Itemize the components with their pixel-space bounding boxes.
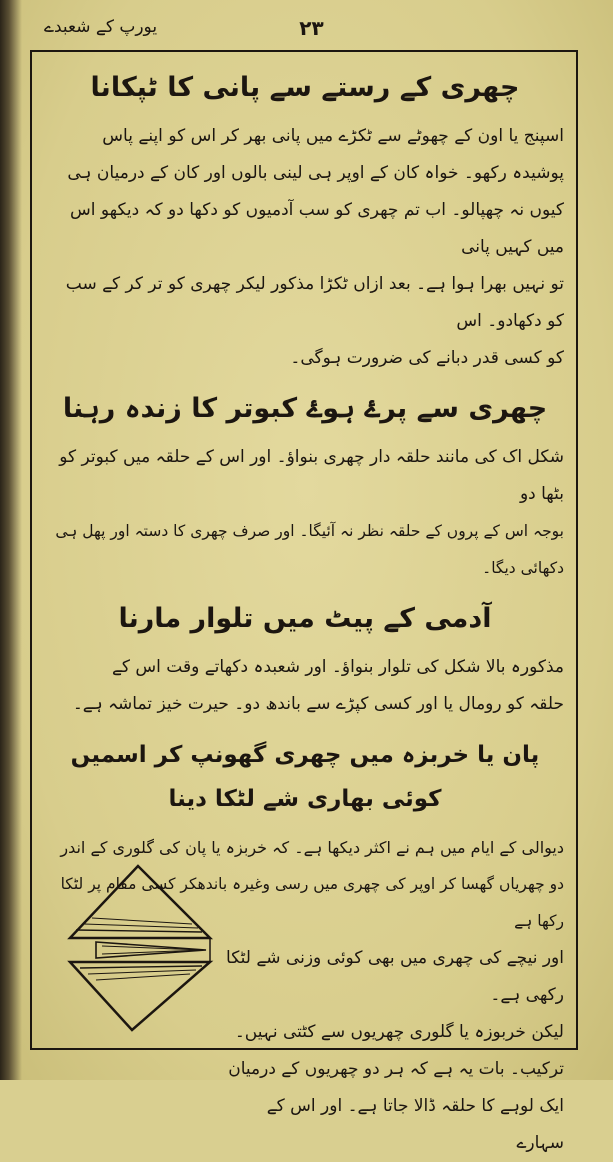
section-line: پوشیدہ رکھو۔ خواہ کان کے اوپر ہی لینی بالوں اور کان کے درمیان ہی: [67, 163, 564, 183]
section-line: اسپنج یا اون کے چھوٹے سے ٹکڑے میں پانی بھر کر اس کو اپنے پاس: [102, 126, 564, 146]
section-heading-pigeon: چھری سے پرۓ ہوۓ کبوتر کا زندہ رہنا: [62, 393, 548, 424]
section-line: اور نیچے کی چھری میں بھی کوئی وزنی شے لٹکا رکھی ہے۔: [226, 948, 564, 1005]
section-line: ایک لوہے کا حلقہ ڈالا جاتا ہے۔ اور اس کے سہارے: [266, 1096, 564, 1153]
section-heading-melon: پان یا خربزہ میں چھری گھونپ کر اسمیں کوئی بھاری شے لٹکا دینا: [70, 742, 540, 812]
section-line: شکل اک کی مانند حلقہ دار چھری بنواؤ۔ اور اس کے حلقہ میں کبوتر کو بٹھا دو: [59, 447, 564, 504]
binding-edge: [0, 0, 22, 1080]
section-line: تو نہیں بھرا ہوا ہے۔ بعد ازاں ٹکڑا مذکور لیکر چھری کو تر کر کے سب کو دکھادو۔ اس: [65, 274, 564, 331]
section-line: حلقہ کو رومال یا اور کسی کپڑے سے باندھ دو۔ حیرت خیز تماشہ ہے۔: [72, 694, 564, 714]
knife-triangle-diagram-icon: [62, 858, 214, 1038]
page-header: [28, 14, 595, 44]
section-line: بوجہ اس کے پروں کے حلقہ نظر نہ آئیگا۔ اور صرف چھری کا دستہ اور پھل ہی دکھائی دیگا۔: [55, 522, 564, 577]
section-line: کیوں نہ چھپالو۔ اب تم چھری کو سب آدمیوں کو دکھا دو کہ دیکھو اس میں کہیں پانی: [70, 200, 564, 257]
section-line: دو چھریاں گھسا کر اوپر کی چھری میں رسی وغیرہ باندھکر کسی مقام پر لٹکا رکھا ہے: [60, 875, 564, 930]
section-line: ترکیب۔ بات یہ ہے کہ ہر دو چھریوں کے درمیان: [228, 1059, 564, 1079]
section-heading-water-drip: چھری کے رستے سے پانی کا ٹپکانا: [90, 72, 520, 103]
section-line: کو کسی قدر دبانے کی ضرورت ہوگی۔: [290, 348, 564, 368]
page-number: ۲۳: [299, 16, 324, 40]
section-line: لیکن خربوزہ یا گلوری چھریوں سے کٹتی نہیں۔: [234, 1022, 564, 1042]
section-line: مذکورہ بالا شکل کی تلوار بنواؤ۔ اور شعبدہ دکھاتے وقت اس کے: [111, 657, 564, 677]
running-title: یورپ کے شعبدے: [44, 17, 158, 37]
section-line: دیوالی کے ایام میں ہم نے اکثر دیکھا ہے۔ کہ خربزہ یا پان کی گلوری کے اندر: [60, 838, 564, 857]
section-heading-sword: آدمی کے پیٹ میں تلوار مارنا: [118, 603, 492, 634]
